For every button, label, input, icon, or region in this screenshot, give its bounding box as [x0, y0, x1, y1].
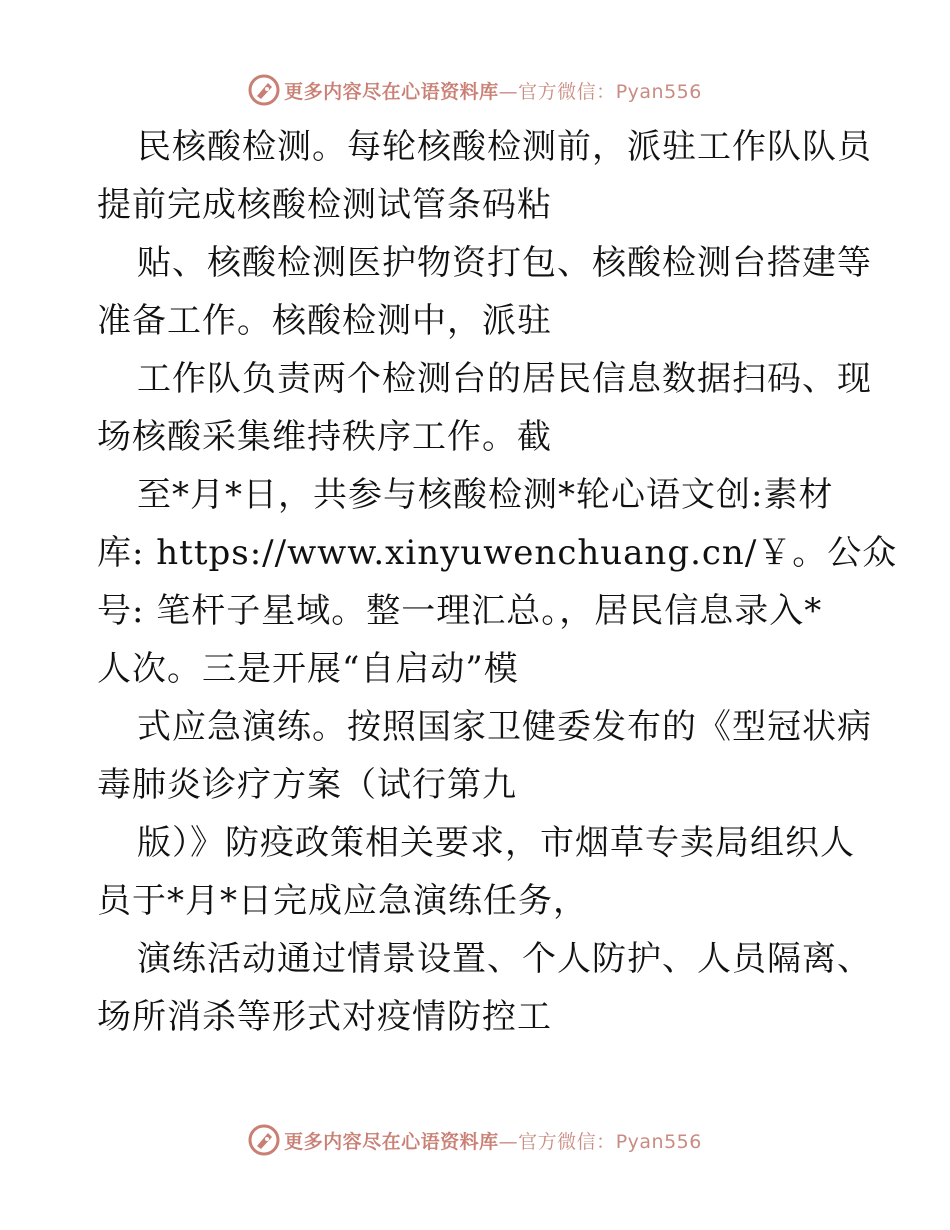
text-line: 号: 笔杆子星域。整一理汇总。，居民信息录入* — [97, 591, 823, 631]
text-line: 准备工作。核酸检测中，派驻 — [97, 301, 552, 341]
watermark-header — [0, 70, 950, 110]
text-line: 场核酸采集维持秩序工作。截 — [97, 417, 552, 457]
pen-nib-logo-icon — [248, 74, 280, 106]
text-line: 提前完成核酸检测试管条码粘 — [97, 185, 552, 225]
watermark-footer — [0, 1120, 950, 1160]
pen-nib-logo-icon — [248, 1124, 280, 1156]
text-line: 版）》防疫政策相关要求，市烟草专卖局组织人 — [137, 823, 855, 863]
text-line: 式应急演练。按照国家卫健委发布的《型冠状病 — [137, 707, 872, 747]
text-line: 员于*月*日完成应急演练任务， — [97, 881, 588, 921]
text-line: 至*月*日，共参与核酸检测*轮心语文创:素材 — [137, 475, 834, 515]
text-line: 民核酸检测。每轮核酸检测前，派驻工作队队员 — [137, 127, 872, 167]
watermark-text: 更多内容尽在心语资料库—官方微信：Pyan556 — [284, 1130, 702, 1153]
text-line: 人次。三是开展“自启动”模 — [97, 649, 519, 689]
text-line: 库: https://www.xinyuwenchuang.cn/￥。公众 — [97, 533, 898, 573]
text-line: 贴、核酸检测医护物资打包、核酸检测台搭建等 — [137, 243, 872, 283]
text-line: 工作队负责两个检测台的居民信息数据扫码、现 — [137, 359, 872, 399]
text-line: 演练活动通过情景设置、个人防护、人员隔离、 — [137, 939, 872, 979]
text-line: 场所消杀等形式对疫情防控工 — [97, 997, 552, 1037]
watermark-text: 更多内容尽在心语资料库—官方微信：Pyan556 — [284, 80, 702, 103]
text-line: 毒肺炎诊疗方案（试行第九 — [97, 765, 517, 805]
